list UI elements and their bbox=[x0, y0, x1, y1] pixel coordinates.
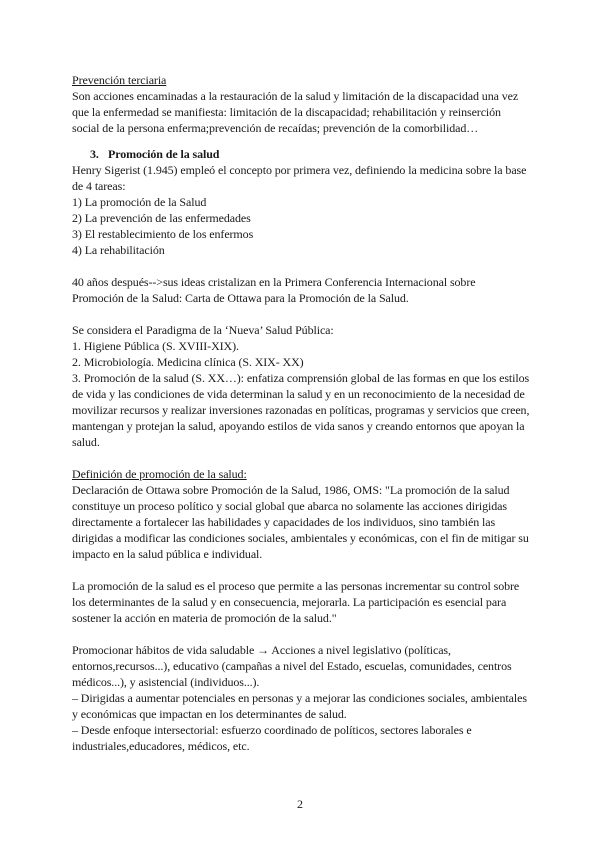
paradigm-item: 3. Promoción de la salud (S. XX…): enfatiza comprensión global de las formas en que los estilos de vida y las condiciones de vida determinan la salud y en un reconocimiento de la necesidad de movilizar recursos y realizar inversiones razonadas en políticas, programas y servicios que creen, mantengan y protejan la salud, apoyando estilos de vida sanos y creando entornos que apoyan la salud. bbox=[72, 371, 530, 449]
tertiary-prevention-text: Son acciones encaminadas a la restauración de la salud y limitación de la discapacidad una vez que la enfermedad se manifiesta: limitación de la discapacidad; rehabilitación y reinserción social de la persona enferma;prevención de recaídas; prevención de la comorbilidad… bbox=[72, 89, 519, 135]
definition-title: Definición de promoción de la salud: bbox=[72, 467, 247, 481]
definition-text-1: Declaración de Ottawa sobre Promoción de la Salud, 1986, OMS: "La promoción de la salud constituye un proceso político y social global que abarca no solamente las acciones dirigidas directamente a fortalecer las habilidades y capacidades de los individuos, sino también las dirigidas a modificar las condiciones sociales, ambientales y económicas, con el fin de mitigar su impacto en la salud pública e individual. bbox=[72, 483, 529, 561]
tertiary-prevention-title: Prevención terciaria bbox=[72, 73, 167, 87]
document-page bbox=[72, 72, 530, 754]
paradigm-item: 1. Higiene Pública (S. XVIII-XIX). bbox=[72, 339, 239, 353]
ottawa-intro: 40 años después-->sus ideas cristalizan en la Primera Conferencia Internacional sobre Promoción de la Salud: Carta de Ottawa para la Promoción de la Salud. bbox=[72, 275, 476, 305]
section-number: 3. bbox=[90, 147, 99, 161]
section-heading bbox=[72, 146, 530, 162]
task-item: 2) La prevención de las enfermedades bbox=[72, 211, 251, 225]
habits-bullet-1: – Dirigidas a aumentar potenciales en personas y a mejorar las condiciones sociales, ambientales y económicas que impactan en los determinantes de salud. bbox=[72, 691, 527, 721]
habits-bullet-2: – Desde enfoque intersectorial: esfuerzo coordinado de políticos, sectores laborales e industriales,educadores, médicos, etc. bbox=[72, 723, 472, 753]
task-item: 1) La promoción de la Salud bbox=[72, 195, 207, 209]
definition-text-2: La promoción de la salud es el proceso que permite a las personas incrementar su control sobre los determinantes de la salud y en consecuencia, mejorarla. La participación es esencial para sostener la acción en materia de promoción de la salud." bbox=[72, 579, 520, 625]
habits-text: Promocionar hábitos de vida saludable → Acciones a nivel legislativo (políticas, entornos,recursos...), educativo (campañas a nivel del Estado, escuelas, comunidades, centros médicos...), y asistencial (individuos...). bbox=[72, 643, 512, 689]
task-item: 4) La rehabilitación bbox=[72, 243, 165, 257]
section-title: Promoción de la salud bbox=[108, 147, 220, 161]
sigerist-intro: Henry Sigerist (1.945) empleó el concepto por primera vez, definiendo la medicina sobre la base de 4 tareas: bbox=[72, 163, 527, 193]
paradigm-intro: Se considera el Paradigma de la ‘Nueva’ Salud Pública: bbox=[72, 323, 334, 337]
task-item: 3) El restablecimiento de los enfermos bbox=[72, 227, 254, 241]
page-number: 2 bbox=[297, 797, 303, 811]
paradigm-item: 2. Microbiología. Medicina clínica (S. XIX- XX) bbox=[72, 355, 304, 369]
